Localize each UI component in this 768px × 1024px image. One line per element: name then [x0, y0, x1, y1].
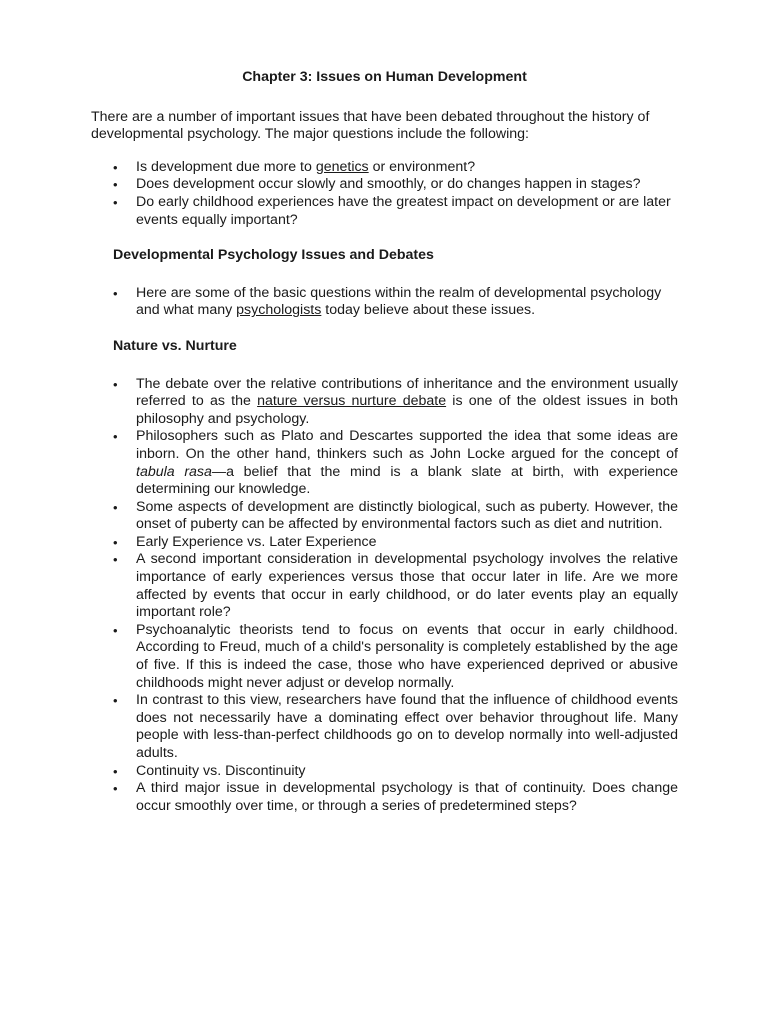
list-item	[91, 622, 678, 692]
genetics-link[interactable]: genetics	[315, 158, 369, 175]
list-item	[91, 194, 678, 229]
list-item-text: Philosophers such as Plato and Descartes supported the idea that some ideas are inborn. On the other hand, thinkers such as John Locke argued for the concept of	[136, 428, 678, 462]
list-item-text: —a belief that the mind is a blank slate at birth, with experience determining our knowledge.	[136, 463, 678, 498]
list-item	[91, 551, 678, 621]
nature-nurture-list	[91, 376, 678, 816]
list-item-text: Here are some of the basic questions within the realm of developmental psychology and what many	[136, 284, 662, 319]
list-item-text: In contrast to this view, researchers have found that the influence of childhood events does not necessarily have a dominating effect over behavior throughout life. Many people with less-than-perfect childhoods go on to develop normally into well-adjusted adults.	[136, 692, 678, 761]
section-heading-nature-nurture: Nature vs. Nurture	[113, 337, 237, 354]
list-item-text: is one of the oldest issues in both philosophy and psychology.	[136, 393, 679, 427]
list-item-text: Do early childhood experiences have the greatest impact on development or are later events equally important?	[136, 193, 671, 228]
nature-nurture-link[interactable]: nature versus nurture debate	[257, 393, 447, 410]
list-item	[91, 780, 678, 815]
list-item-text: Some aspects of development are distinctly biological, such as puberty. However, the onset of puberty can be affected by environmental factors such as diet and nutrition.	[136, 498, 678, 533]
list-item-text: Is development due more to	[136, 158, 316, 175]
psychologists-link[interactable]: psychologists	[236, 302, 322, 319]
list-item	[91, 692, 678, 762]
list-item	[91, 376, 678, 429]
list-item	[91, 285, 678, 320]
list-item	[91, 159, 678, 177]
section-heading-debates: Developmental Psychology Issues and Debates	[113, 247, 434, 264]
document-body	[91, 69, 678, 815]
list-item	[91, 763, 678, 781]
list-item	[91, 534, 678, 552]
list-item-text: Continuity vs. Discontinuity	[136, 762, 306, 779]
list-item-text: today believe about these issues.	[321, 302, 536, 319]
debates-list	[91, 285, 678, 320]
tabula-rasa-term: tabula rasa	[136, 463, 212, 480]
questions-list	[91, 159, 678, 229]
list-item	[91, 499, 678, 534]
list-item-text: The debate over the relative contributions of inheritance and the environment usually referred to as the	[136, 375, 678, 410]
list-item-text: Does development occur slowly and smoothly, or do changes happen in stages?	[136, 176, 641, 193]
list-item	[91, 428, 678, 498]
chapter-title: Chapter 3: Issues on Human Development	[242, 69, 527, 85]
list-item-text: A third major issue in developmental psychology is that of continuity. Does change occur smoothly over time, or through a series of predetermined steps?	[136, 780, 678, 814]
list-item	[91, 176, 678, 194]
list-item-text: Psychoanalytic theorists tend to focus on events that occur in early childhood. According to Freud, much of a child's personality is completely established by the age of five. If this is indeed the case, those who have experienced deprived or abusive childhoods might never adjust or develop normally.	[136, 621, 678, 691]
intro-paragraph: There are a number of important issues that have been debated throughout the history of developmental psychology. The major questions include the following:	[91, 108, 650, 143]
list-item-text: Early Experience vs. Later Experience	[136, 533, 377, 550]
list-item-text: A second important consideration in developmental psychology involves the relative importance of early experiences versus those that occur later in life. Are we more affected by events that occur in early childhood, or do later events play an equally important role?	[136, 551, 678, 621]
list-item-text: or environment?	[368, 158, 476, 175]
